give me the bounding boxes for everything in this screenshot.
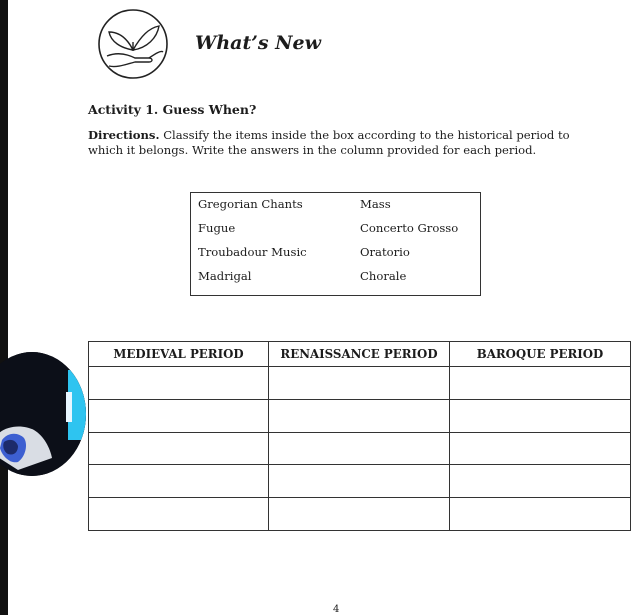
- items-box: [190, 192, 481, 296]
- table-header-row: [89, 342, 631, 367]
- header-medieval-period: MEDIEVAL PERIOD: [89, 342, 269, 367]
- activity-title: Activity 1. Guess When?: [88, 102, 257, 117]
- left-edge-bar: [0, 0, 8, 615]
- answer-cell-medieval[interactable]: [89, 465, 269, 498]
- item-mass: Mass: [360, 197, 391, 211]
- table-row: [89, 367, 631, 400]
- answer-cell-renaissance[interactable]: [269, 498, 450, 531]
- answer-cell-medieval[interactable]: [89, 498, 269, 531]
- item-madrigal: Madrigal: [198, 269, 252, 283]
- directions-label: Directions.: [88, 128, 160, 142]
- table-row: [89, 498, 631, 531]
- answer-cell-baroque[interactable]: [450, 498, 631, 531]
- answer-cell-renaissance[interactable]: [269, 399, 450, 432]
- answer-table: [88, 341, 631, 531]
- hand-with-leaf-icon: [97, 8, 169, 80]
- item-gregorian-chants: Gregorian Chants: [198, 197, 303, 211]
- answer-cell-baroque[interactable]: [450, 465, 631, 498]
- item-troubadour-music: Troubadour Music: [198, 245, 307, 259]
- header-renaissance-period: RENAISSANCE PERIOD: [269, 342, 450, 367]
- header-baroque-period: BAROQUE PERIOD: [450, 342, 631, 367]
- table-row: [89, 399, 631, 432]
- table-row: [89, 465, 631, 498]
- directions-text-line1: Classify the items inside the box according to the historical period to: [163, 128, 570, 142]
- directions-paragraph: [88, 128, 588, 158]
- answer-cell-medieval[interactable]: [89, 432, 269, 465]
- item-chorale: Chorale: [360, 269, 407, 283]
- answer-cell-renaissance[interactable]: [269, 367, 450, 400]
- answer-cell-renaissance[interactable]: [269, 432, 450, 465]
- item-fugue: Fugue: [198, 221, 236, 235]
- answer-cell-renaissance[interactable]: [269, 465, 450, 498]
- answer-cell-baroque[interactable]: [450, 432, 631, 465]
- item-concerto-grosso: Concerto Grosso: [360, 221, 459, 235]
- item-oratorio: Oratorio: [360, 245, 410, 259]
- table-row: [89, 432, 631, 465]
- section-title: What’s New: [195, 32, 321, 54]
- answer-cell-medieval[interactable]: [89, 367, 269, 400]
- directions-text-line2: which it belongs. Write the answers in the column provided for each period.: [88, 143, 537, 157]
- answer-cell-medieval[interactable]: [89, 399, 269, 432]
- page-number: 4: [333, 604, 340, 615]
- user-avatar[interactable]: [0, 352, 86, 476]
- answer-cell-baroque[interactable]: [450, 399, 631, 432]
- answer-cell-baroque[interactable]: [450, 367, 631, 400]
